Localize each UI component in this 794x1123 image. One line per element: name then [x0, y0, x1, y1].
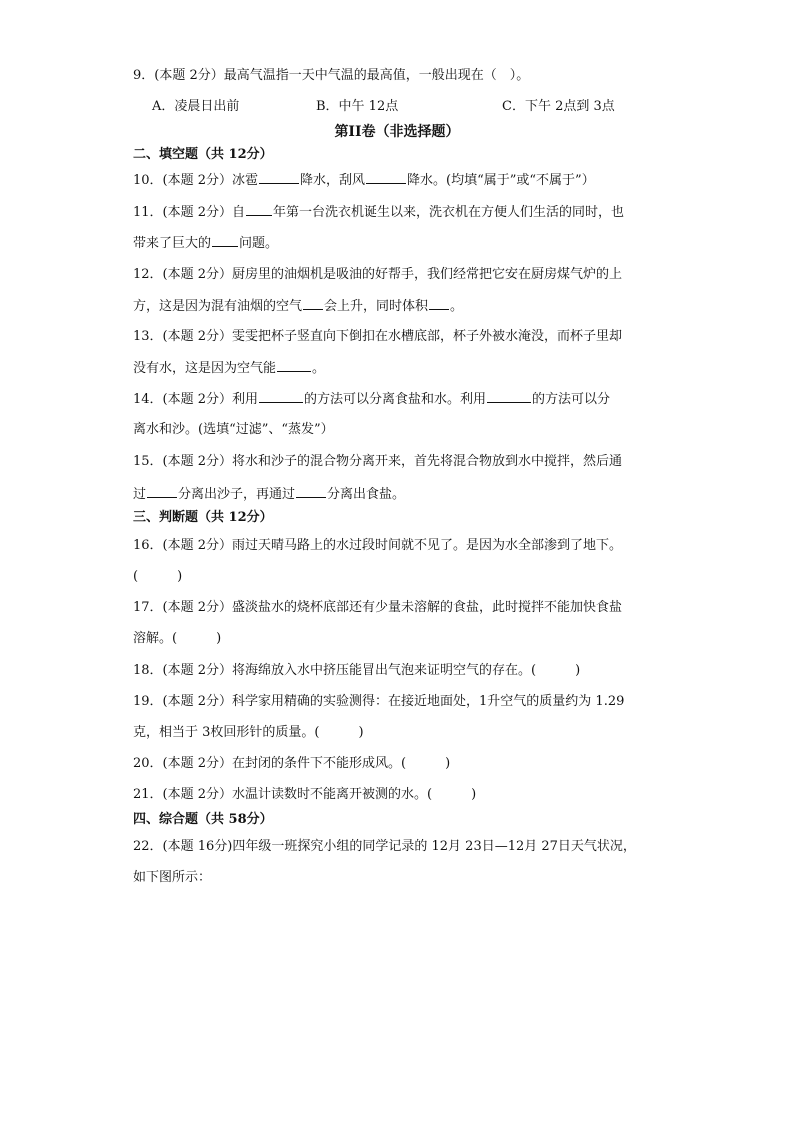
- question-17-line-2[interactable]: 溶解。( ): [133, 631, 222, 646]
- question-14-part-3: 的方法可以分: [532, 392, 611, 407]
- answer-blank[interactable]: [212, 233, 238, 247]
- question-14-line-2: 离水和沙。(选填“过滤”、“蒸发”）: [133, 422, 334, 437]
- question-12-line-1: 12．(本题 2分）厨房里的油烟机是吸油的好帮手，我们经常把它安在厨房煤气炉的上: [133, 267, 623, 282]
- question-11-part-4: 问题。: [239, 236, 279, 251]
- answer-blank[interactable]: [296, 484, 326, 498]
- answer-blank[interactable]: [487, 389, 531, 403]
- question-12-line-2: [133, 296, 463, 317]
- section-comprehensive-heading: 四、综合题（共 58分）: [133, 812, 273, 827]
- question-22-line-2: 如下图所示：: [133, 870, 212, 885]
- answer-blank[interactable]: [429, 296, 449, 310]
- answer-blank[interactable]: [277, 358, 311, 372]
- question-14-part-1: 14．(本题 2分）利用: [133, 392, 259, 407]
- question-18[interactable]: 18．(本题 2分）将海绵放入水中挤压能冒出气泡来证明空气的存在。( ): [133, 663, 581, 678]
- question-9-option-b: B．中午 12点: [316, 99, 399, 114]
- question-14-line-1: [133, 389, 610, 410]
- question-17-line-1: 17．(本题 2分）盛淡盐水的烧杯底部还有少量未溶解的食盐，此时搅拌不能加快食盐: [133, 600, 623, 615]
- question-16-line-1: 16．(本题 2分）雨过天晴马路上的水过段时间就不见了。是因为水全部渗到了地下。: [133, 538, 623, 553]
- question-10-part-1: 10．(本题 2分）冰雹: [133, 173, 259, 188]
- question-19-line-2[interactable]: 克，相当于 3枚回形针的质量。( ): [133, 725, 364, 740]
- question-15-part-1: 过: [133, 487, 147, 502]
- answer-blank[interactable]: [259, 170, 299, 184]
- question-9-option-c: C．下午 2点到 3点: [502, 99, 615, 114]
- question-20[interactable]: 20．(本题 2分）在封闭的条件下不能形成风。( ): [133, 756, 451, 771]
- question-11-part-2: 年第一台洗衣机诞生以来，洗衣机在方便人们生活的同时，也: [273, 205, 625, 220]
- question-9-options: [152, 97, 672, 117]
- question-15-part-3: 分离出食盐。: [327, 487, 406, 502]
- question-21[interactable]: 21．(本题 2分）水温计读数时不能离开被测的水。( ): [133, 787, 477, 802]
- question-13-line-2: [133, 358, 325, 379]
- answer-blank[interactable]: [147, 484, 177, 498]
- question-15-line-1: 15．(本题 2分）将水和沙子的混合物分离开来，首先将混合物放到水中搅拌，然后通: [133, 454, 623, 469]
- question-19-line-1: 19．(本题 2分）科学家用精确的实验测得：在接近地面处，1升空气的质量约为 1.29: [133, 694, 625, 709]
- question-15-part-2: 分离出沙子，再通过: [178, 487, 296, 502]
- question-15-line-2: [133, 484, 405, 505]
- question-11-part-3: 带来了巨大的: [133, 236, 212, 251]
- question-13-part-2: 。: [312, 361, 326, 376]
- answer-blank[interactable]: [366, 170, 406, 184]
- question-11-line-1: [133, 202, 624, 223]
- question-22-line-1: 22．(本题 16分)四年级一班探究小组的同学记录的 12月 23日—12月 27日天气状况，: [133, 839, 636, 854]
- question-16-answer-parens[interactable]: ( ): [133, 569, 183, 584]
- question-11-part-1: 11．(本题 2分）自: [133, 205, 246, 220]
- answer-blank[interactable]: [259, 389, 303, 403]
- question-13-part-1: 没有水，这是因为空气能: [133, 361, 277, 376]
- answer-blank[interactable]: [303, 296, 323, 310]
- question-10-part-3: 降水。(均填“属于”或“不属于”）: [407, 173, 595, 188]
- question-11-line-2: [133, 233, 278, 254]
- question-10: [133, 170, 595, 191]
- section-judge-heading: 三、判断题（共 12分）: [133, 510, 273, 525]
- answer-blank[interactable]: [246, 202, 272, 216]
- part-2-title: 第II卷（非选择题）: [334, 124, 460, 140]
- question-9-option-a: A．凌晨日出前: [152, 99, 240, 114]
- question-12-part-2: 会上升，同时体积: [324, 299, 429, 314]
- question-9-stem: 9．(本题 2分）最高气温指一天中气温的最高值，一般出现在（ ）。: [133, 68, 530, 83]
- question-14-part-2: 的方法可以分离食盐和水。利用: [304, 392, 487, 407]
- question-13-line-1: 13．(本题 2分）雯雯把杯子竖直向下倒扣在水槽底部，杯子外被水淹没，而杯子里却: [133, 329, 623, 344]
- section-fill-heading: 二、填空题（共 12分）: [133, 147, 273, 162]
- question-12-part-3: 。: [450, 299, 464, 314]
- question-10-part-2: 降水，刮风: [300, 173, 366, 188]
- question-12-part-1: 方，这是因为混有油烟的空气: [133, 299, 303, 314]
